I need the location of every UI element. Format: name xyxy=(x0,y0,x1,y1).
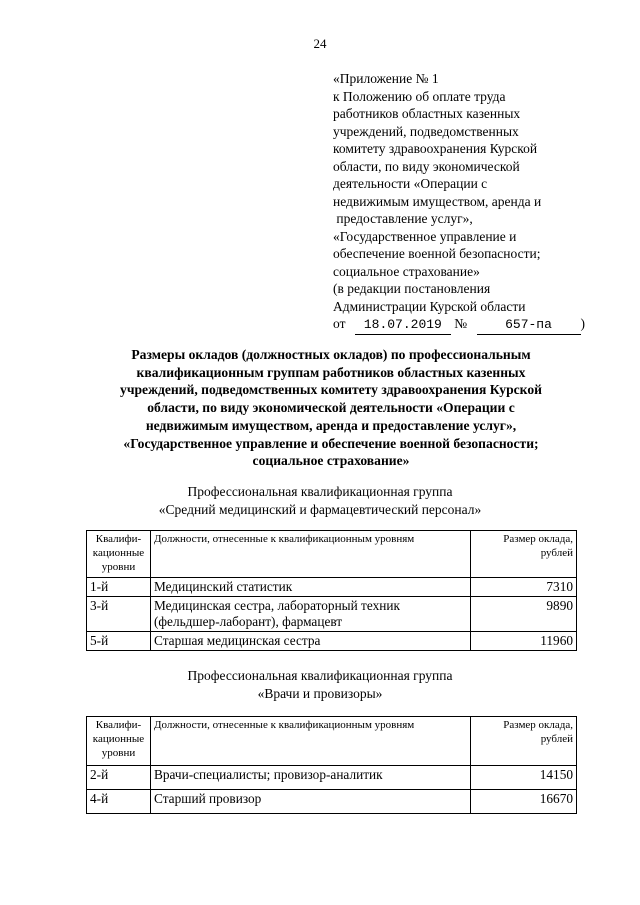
group-caption-line: «Средний медицинский и фармацевтический персонал» xyxy=(158,501,482,517)
table-row xyxy=(87,790,577,814)
title-line: социальное страхование» xyxy=(252,453,410,469)
salary-cell: 14150 xyxy=(471,766,577,790)
appendix-line: недвижимым имуществом, аренда и xyxy=(333,193,542,209)
appendix-line: (в редакции постановления xyxy=(333,281,491,296)
positions-header-text: Должности, отнесенные к квалификационным уровням xyxy=(154,533,415,545)
order-number: 657-па xyxy=(477,316,581,335)
title-line: области, по виду экономической деятельности «Операции с xyxy=(147,400,515,416)
appendix-line: предоставление услуг», xyxy=(333,211,473,226)
level-header-text: Квалифи- кационные уровни xyxy=(92,533,145,573)
position-cell: Врачи-специалисты; провизор-аналитик xyxy=(151,766,471,790)
level-column-header xyxy=(87,531,151,578)
level-column-header xyxy=(87,717,151,766)
table-header-row xyxy=(87,717,577,766)
table-row xyxy=(87,766,577,790)
level-cell: 2-й xyxy=(87,766,151,790)
title-line: «Государственное управление и обеспечение военной безопасности; xyxy=(123,435,539,451)
table-header-row xyxy=(87,531,577,578)
table-row xyxy=(87,597,577,632)
salary-header-text: Размер оклада, рублей xyxy=(503,533,573,559)
salary-cell: 9890 xyxy=(471,597,577,632)
level-cell: 1-й xyxy=(87,578,151,597)
level-cell: 3-й xyxy=(87,597,151,632)
appendix-line: социальное страхование» xyxy=(333,263,480,279)
table-row xyxy=(87,632,577,651)
level-header-text: Квалифи- кационные уровни xyxy=(92,719,145,759)
appendix-line: обеспечение военной безопасности; xyxy=(333,246,541,261)
title-line: учреждений, подведомственных комитету здравоохранения Курской xyxy=(120,382,542,398)
position-cell: Старшая медицинская сестра xyxy=(151,632,471,651)
appendix-line: учреждений, подведомственных xyxy=(333,123,519,139)
order-number-label: № xyxy=(454,316,468,331)
salary-cell: 11960 xyxy=(471,632,577,651)
position-cell: Старший провизор xyxy=(151,790,471,814)
table-row xyxy=(87,578,577,597)
appendix-line: области, по виду экономической xyxy=(333,158,520,174)
title-line: Размеры окладов (должностных окладов) по профессиональным xyxy=(131,347,531,362)
level-cell: 5-й xyxy=(87,632,151,651)
salary-header-text: Размер оклада, рублей xyxy=(503,719,573,745)
salary-cell: 16670 xyxy=(471,790,577,814)
group-caption-line: «Врачи и провизоры» xyxy=(257,685,383,701)
appendix-line: комитету здравоохранения Курской xyxy=(333,141,538,156)
document-title xyxy=(90,346,572,470)
order-close: ) xyxy=(580,316,585,331)
position-cell: Медицинская сестра, лабораторный техник (фельдшер-лаборант), фармацевт xyxy=(151,597,471,632)
appendix-line: «Приложение № 1 xyxy=(333,71,439,86)
positions-column-header xyxy=(151,717,471,766)
salary-column-header xyxy=(471,531,577,578)
group-caption-doctors xyxy=(0,667,640,702)
appendix-line: деятельности «Операции с xyxy=(333,176,488,191)
appendix-line: Администрации Курской области xyxy=(333,298,526,314)
salary-column-header xyxy=(471,717,577,766)
order-reference xyxy=(333,315,623,335)
position-cell: Медицинский статистик xyxy=(151,578,471,597)
order-date: 18.07.2019 xyxy=(355,316,451,335)
salary-cell: 7310 xyxy=(471,578,577,597)
appendix-line: работников областных казенных xyxy=(333,106,521,121)
appendix-line: к Положению об оплате труда xyxy=(333,88,506,104)
title-line: недвижимым имуществом, аренда и предоставление услуг», xyxy=(145,417,517,433)
level-cell: 4-й xyxy=(87,790,151,814)
appendix-note xyxy=(333,70,623,335)
group-caption-line: Профессиональная квалификационная группа xyxy=(187,668,453,683)
salary-table-nursing xyxy=(86,530,577,651)
positions-column-header xyxy=(151,531,471,578)
title-line: квалификационным группам работников областных казенных xyxy=(136,364,526,380)
appendix-line: «Государственное управление и xyxy=(333,228,517,244)
salary-table-doctors xyxy=(86,716,577,814)
page-number: 24 xyxy=(313,36,327,51)
order-prefix: от xyxy=(333,316,346,331)
group-caption-nursing xyxy=(0,483,640,518)
positions-header-text: Должности, отнесенные к квалификационным уровням xyxy=(154,719,415,731)
group-caption-line: Профессиональная квалификационная группа xyxy=(187,484,453,499)
